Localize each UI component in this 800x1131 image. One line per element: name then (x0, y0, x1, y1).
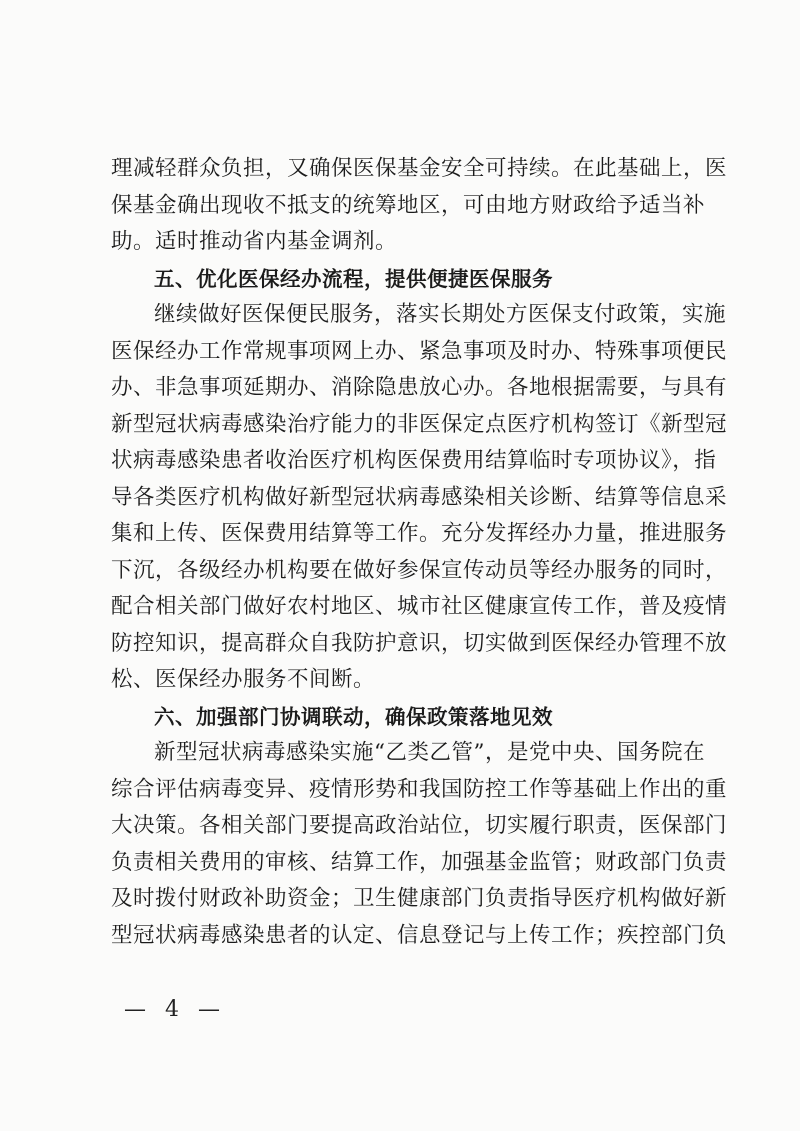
text-line: 理减轻群众负担，又确保医保基金安全可持续。在此基础上，医 (111, 156, 728, 181)
text-line: 状病毒感染患者收治医疗机构医保费用结算临时专项协议》，指 (111, 448, 717, 473)
section-heading-5: 五、优化医保经办流程，提供便捷医保服务 (154, 266, 553, 291)
text-line: 医保经办工作常规事项网上办、紧急事项及时办、特殊事项便民 (111, 338, 728, 364)
text-line: 助。适时推动省内基金调剂。 (111, 229, 398, 254)
text-line: 型冠状病毒感染患者的认定、信息登记与上传工作；疾控部门负 (111, 922, 728, 948)
text-line: 办、非急事项延期办、消除隐患放心办。各地根据需要，与具有 (111, 375, 728, 400)
text-line: 综合评估病毒变异、疫情形势和我国防控工作等基础上作出的重 (111, 776, 728, 802)
text-line: 新型冠状病毒感染治疗能力的非医保定点医疗机构签订《新型冠 (111, 411, 728, 437)
text-line: 导各类医疗机构做好新型冠状病毒感染相关诊断、结算等信息采 (111, 484, 728, 510)
section-heading-6: 六、加强部门协调联动，确保政策落地见效 (154, 704, 553, 729)
text-line: 集和上传、医保费用结算等工作。充分发挥经办力量，推进服务 (111, 521, 728, 546)
text-line: 新型冠状病毒感染实施“乙类乙管”，是党中央、国务院在 (154, 740, 705, 765)
text-line: 保基金确出现收不抵支的统筹地区，可由地方财政给予适当补 (111, 192, 706, 218)
text-line: 下沉，各级经办机构要在做好参保宣传动员等经办服务的同时， (111, 557, 728, 583)
page-number: — 4 — (124, 997, 226, 1022)
text-line: 防控知识，提高群众自我防护意识，切实做到医保经办管理不放 (111, 630, 728, 656)
text-line: 配合相关部门做好农村地区、城市社区健康宣传工作，普及疫情 (111, 594, 728, 619)
text-line: 负责相关费用的审核、结算工作，加强基金监管；财政部门负责 (111, 849, 728, 875)
text-line: 松、医保经办服务不间断。 (111, 667, 376, 692)
text-line: 继续做好医保便民服务，落实长期处方医保支付政策，实施 (154, 302, 727, 327)
text-line: 及时拨付财政补助资金；卫生健康部门负责指导医疗机构做好新 (111, 886, 728, 911)
body-text (111, 151, 728, 954)
text-line: 大决策。各相关部门要提高政治站位，切实履行职责，医保部门 (111, 813, 728, 838)
